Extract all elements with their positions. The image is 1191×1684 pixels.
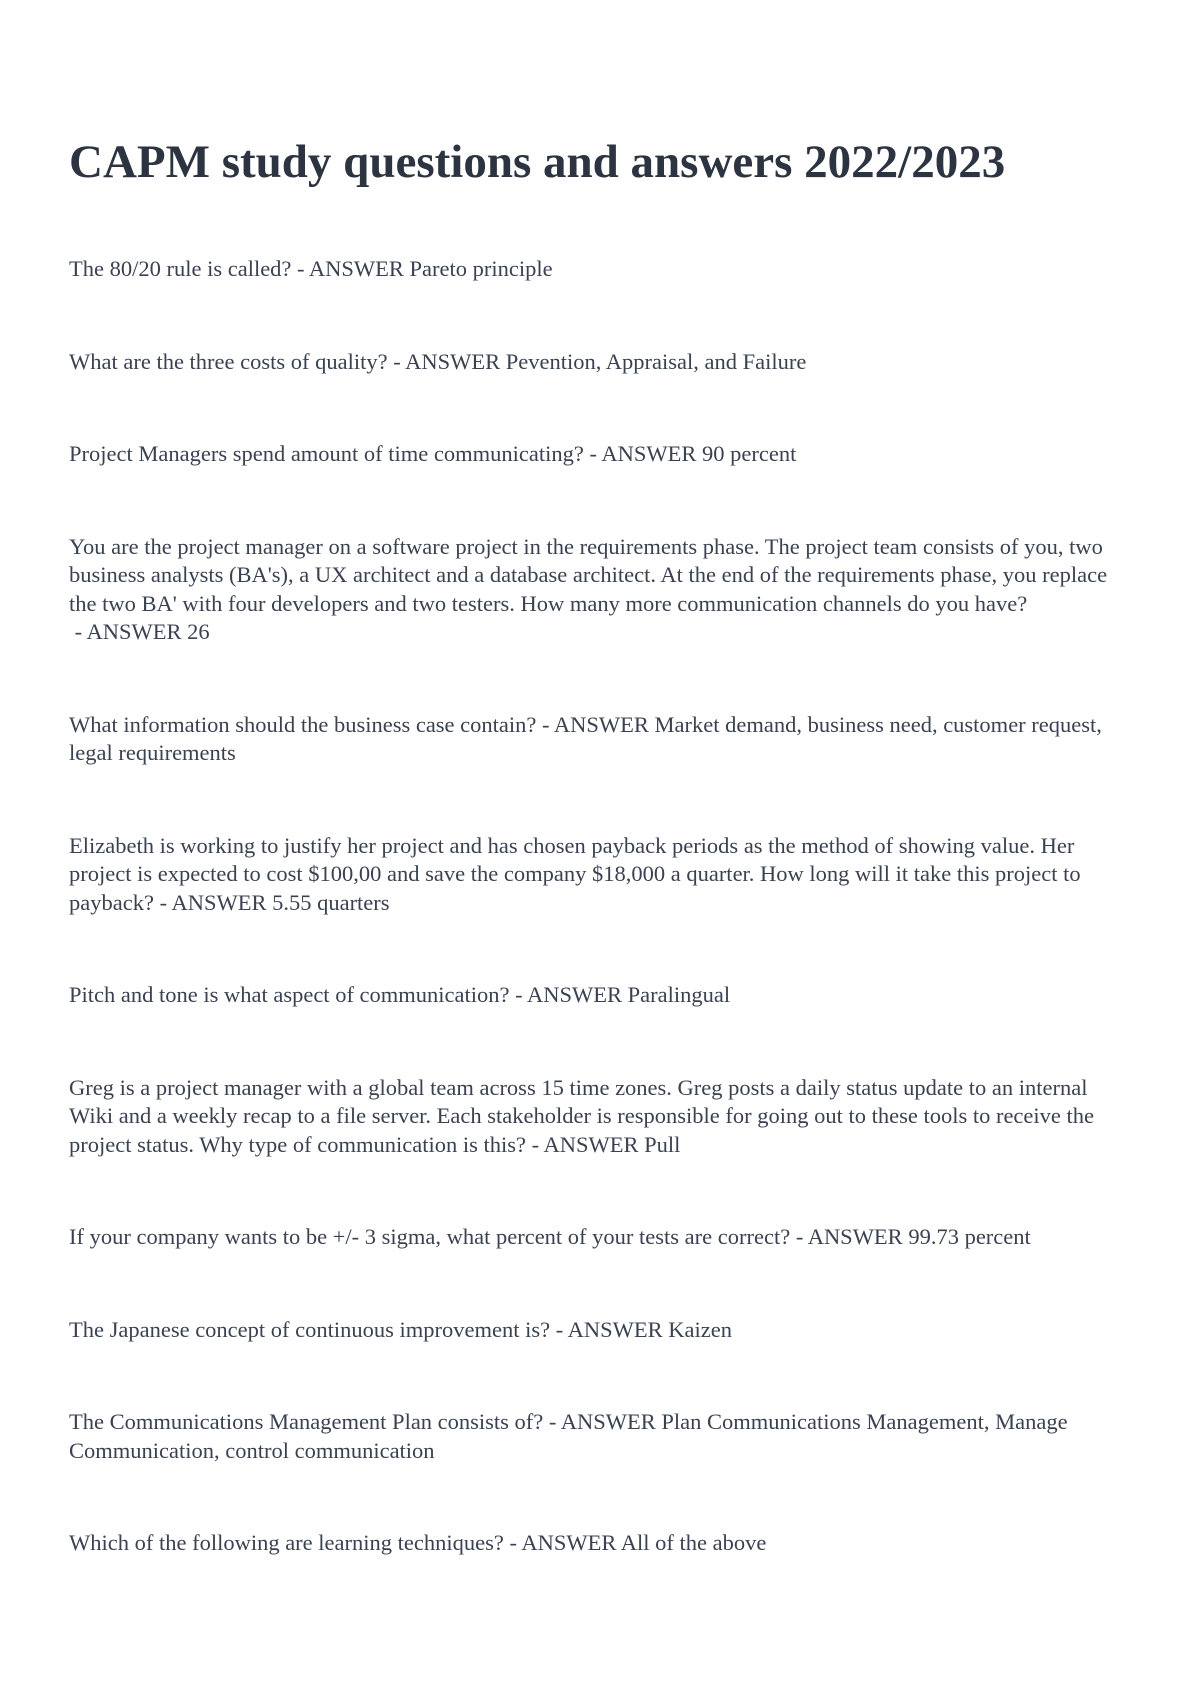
answer-text: 5.55 quarters (272, 889, 390, 915)
question-text: The 80/20 rule is called? (69, 256, 292, 281)
answer-separator: - ANSWER (536, 711, 655, 737)
answer-text: Market demand, business need, customer request, legal requirements (69, 711, 1102, 765)
answer-separator: - ANSWER (583, 441, 702, 466)
answer-text: Pull (644, 1131, 681, 1157)
qa-item (69, 1223, 1129, 1252)
qa-item (69, 1316, 1129, 1345)
qa-item (69, 1074, 1129, 1160)
question-text: You are the project manager on a software project in the requirements phase. The project team consists of you, two business analysts (BA's), a UX architect and a database architect. At the end of the requirements phase, you replace the two BA' with four developers and two testers. How many more communication channels do you have? (69, 533, 1108, 616)
answer-separator: - ANSWER (543, 1409, 662, 1434)
answer-text: 99.73 percent (908, 1224, 1031, 1249)
question-text: The Japanese concept of continuous improvement is? (69, 1316, 551, 1342)
qa-item (69, 255, 1129, 284)
answer-text: Paralingual (627, 982, 731, 1007)
answer-separator: - ANSWER (503, 1530, 621, 1555)
qa-item (69, 348, 1129, 377)
question-text: What are the three costs of quality? (69, 348, 388, 374)
answer-text: All of the above (620, 1530, 767, 1555)
answer-separator: - ANSWER (550, 1316, 669, 1342)
question-text: Project Managers spend amount of time communicating? (69, 441, 584, 466)
qa-item (69, 1529, 1129, 1558)
question-text: Which of the following are learning techniques? (69, 1530, 504, 1555)
answer-text: Kaizen (668, 1316, 732, 1342)
question-text: If your company wants to be +/- 3 sigma, what percent of your tests are correct? (69, 1224, 791, 1249)
answer-separator: - ANSWER (387, 348, 506, 374)
qa-item (69, 1408, 1129, 1465)
question-text: Greg is a project manager with a global team across 15 time zones. Greg posts a daily status update to an internal Wiki and a weekly recap to a file server. Each stakeholder is responsible for going out to these tools to receive the project status. Why type of communication is this? (69, 1074, 1095, 1157)
answer-separator: - ANSWER (509, 982, 628, 1007)
document-title: CAPM study questions and answers 2022/2023 (69, 136, 1006, 188)
qa-item (69, 832, 1129, 918)
answer-text: 90 percent (702, 441, 797, 466)
question-text: The Communications Management Plan consists of? (69, 1409, 544, 1434)
answer-separator: - ANSWER (291, 256, 410, 281)
answer-text: 26 (187, 619, 210, 644)
answer-text: Plan Communications Management, Manage Communication, control communication (69, 1409, 1068, 1463)
question-text: What information should the business case contain? (69, 711, 537, 737)
qa-item (69, 440, 1129, 469)
question-text: Elizabeth is working to justify her project and has chosen payback periods as the method of showing value. Her project is expected to cost $100,00 and save the company $18,000 a quarter. How long will it take this project to payback? (69, 832, 1081, 915)
qa-item (69, 533, 1129, 647)
qa-item (69, 981, 1129, 1010)
answer-text: Pareto principle (409, 256, 553, 281)
answer-separator: - ANSWER (790, 1224, 909, 1249)
answer-separator: - ANSWER (69, 619, 188, 644)
answer-text: Pevention, Appraisal, and Failure (505, 348, 807, 374)
qa-list (69, 255, 1129, 1558)
answer-separator: - ANSWER (153, 889, 273, 915)
answer-separator: - ANSWER (526, 1131, 645, 1157)
question-text: Pitch and tone is what aspect of communication? (69, 982, 510, 1007)
qa-item (69, 711, 1129, 768)
